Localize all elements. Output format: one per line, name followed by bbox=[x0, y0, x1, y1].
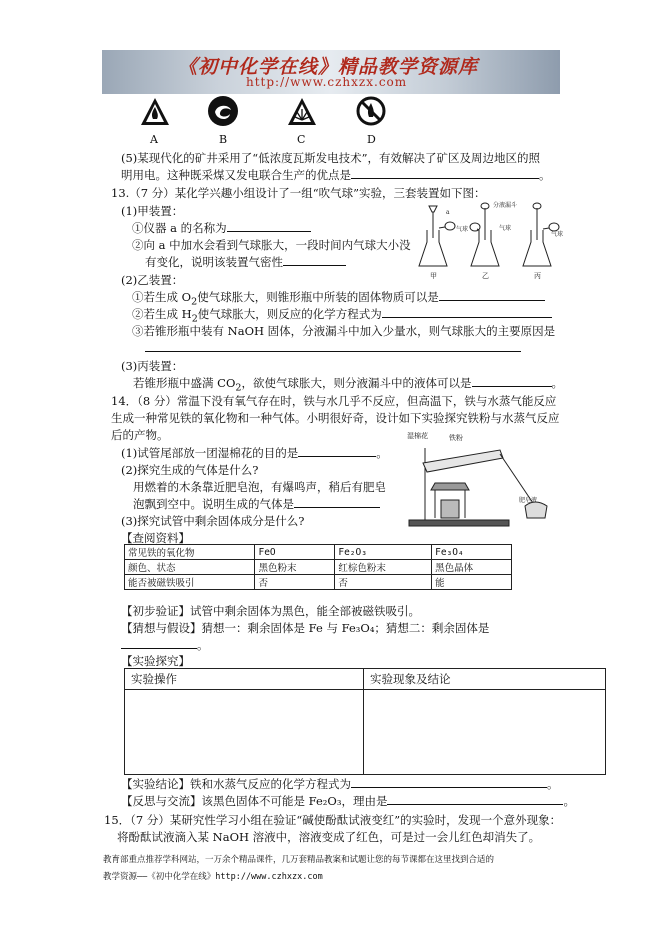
footer-line2: 教学资源——《初中化学在线》http://www.czhxzx.com bbox=[103, 872, 323, 882]
table-row: 颜色、状态 黑色粉末 红棕色粉末 黑色晶体 bbox=[125, 560, 512, 575]
q14-conclusion: 【实验结论】铁和水蒸气反应的化学方程式为 。 bbox=[121, 777, 559, 791]
icon-label-d: D bbox=[367, 133, 376, 146]
q14-p2a: 用燃着的木条靠近肥皂泡，有爆鸣声，稍后有肥皂 bbox=[133, 480, 386, 494]
footer-line1: 教育部重点推荐学科网站，一万余个精品课件，几万套精品教案和试题让您的每节课都在这里找到合适的 bbox=[103, 855, 495, 865]
q13-yi-3: ③若锥形瓶中装有 NaOH 固体，分液漏斗中加入少量水，则气球胀大的主要原因是 bbox=[132, 324, 556, 338]
fig-label-bing: 丙 bbox=[534, 272, 541, 280]
icon-label-b: B bbox=[219, 133, 228, 146]
fig-label-iron: 铁粉 bbox=[449, 434, 463, 442]
q13-bing-title: (3)丙装置： bbox=[121, 359, 184, 373]
iron-oxides-table bbox=[124, 544, 512, 590]
fig-label-yi: 乙 bbox=[482, 272, 489, 280]
q14-guess-blank: 。 bbox=[121, 637, 209, 653]
q14-explore-title: 【实验探究】 bbox=[121, 654, 190, 668]
q13-jia-2a: ②向 a 中加水会看到气球胀大，一段时间内气球大小没 bbox=[132, 238, 411, 252]
fig-label-jia: 甲 bbox=[430, 272, 437, 280]
q12-5-line2: 明用电。这种既采煤又发电联合生产的优点是 。 bbox=[121, 168, 551, 182]
table-row bbox=[125, 669, 606, 690]
exp-header-result: 实验现象及结论 bbox=[364, 669, 606, 690]
fig-label-a: a bbox=[446, 209, 450, 216]
q14-verify: 【初步验证】试管中剩余固体为黑色，能全部被磁铁吸引。 bbox=[121, 604, 420, 618]
header-banner bbox=[102, 50, 560, 94]
q14-apparatus-figure bbox=[405, 428, 555, 532]
flammable-triangle-icon bbox=[139, 96, 171, 128]
table-row bbox=[125, 690, 606, 775]
q12-5-line1: (5)某现代化的矿井采用了“低浓度瓦斯发电技术”，有效解决了矿区及周边地区的照 bbox=[121, 151, 541, 165]
exp-result-cell[interactable] bbox=[364, 690, 606, 775]
explosive-triangle-icon bbox=[286, 96, 318, 128]
q14-head3: 后的产物。 bbox=[111, 428, 169, 442]
q15-line2: 将酚酞试液滴入某 NaOH 溶液中，溶液变成了红色，可是过一会儿红色却消失了。 bbox=[117, 830, 541, 844]
icon-label-a: A bbox=[150, 133, 158, 146]
q13-yi-2: ②若生成 $H_2$使气球胀大，则反应的化学方程式为 bbox=[132, 306, 552, 324]
q13-jia-title: (1)甲装置： bbox=[121, 204, 184, 218]
q14-ref-title: 【查阅资料】 bbox=[121, 531, 190, 545]
table-row: 常见铁的氧化物 FeO Fe₂O₃ Fe₃O₄ bbox=[125, 545, 512, 560]
icon-label-c: C bbox=[297, 133, 306, 146]
fig-label-soap: 肥皂液 bbox=[519, 497, 538, 504]
q13-yi-title: (2)乙装置： bbox=[121, 273, 184, 287]
q14-p3: (3)探究试管中剩余固体成分是什么? bbox=[121, 514, 305, 528]
fig-label-funnel: 分液漏斗 bbox=[493, 202, 518, 209]
fig-label-balloon-yi: 气球 bbox=[499, 225, 512, 232]
q15-line1: 15．（7 分）某研究性学习小组在验证“碱使酚酞试液变红”的实验时，发现一个意外现象： bbox=[104, 813, 562, 827]
q14-head2: 生成一种常见铁的氧化物和一种气体。小明很好奇，设计如下实验探究铁粉与水蒸气反应 bbox=[111, 411, 560, 425]
q13-yi-3-blank bbox=[145, 340, 521, 355]
no-fire-prohibited-icon bbox=[355, 95, 387, 127]
fig-label-balloon-jia: 气球 bbox=[456, 226, 469, 233]
q13-jia-1: ①仪器 a 的名称为 bbox=[132, 220, 311, 236]
q13-bing-1: 若锥形瓶中盛满 $CO_2$，欲使气球胀大，则分液漏斗中的液体可以是 。 bbox=[133, 376, 563, 394]
experiment-table bbox=[124, 668, 606, 775]
q14-p2: (2)探究生成的气体是什么? bbox=[121, 463, 259, 477]
fig-label-cotton: 湿棉花 bbox=[407, 432, 428, 440]
fig-label-balloon-bing: 气球 bbox=[551, 231, 564, 238]
q14-p2b: 泡飘到空中。说明生成的气体是 bbox=[133, 496, 380, 512]
q14-p1: (1)试管尾部放一团湿棉花的目的是 。 bbox=[121, 446, 388, 460]
q13-apparatus-figure bbox=[417, 200, 567, 282]
q13-heading: 13.（7 分）某化学兴趣小组设计了一组“吹气球”实验，三套装置如下图： bbox=[111, 186, 486, 200]
q14-reflect: 【反思与交流】该黑色固体不可能是 Fe₂O₃，理由是 。 bbox=[121, 794, 575, 808]
exp-header-operation: 实验操作 bbox=[125, 669, 364, 690]
banner-url[interactable]: http://www.czhxzx.com bbox=[246, 75, 408, 89]
q14-head1: 14．（8 分）常温下没有氧气存在时，铁与水几乎不反应，但高温下，铁与水蒸气能反应 bbox=[111, 394, 557, 408]
banner-title: 《初中化学在线》精品教学资源库 bbox=[178, 56, 479, 78]
q14-guess: 【猜想与假设】猜想一：剩余固体是 Fe 与 Fe₃O₄；猜想二：剩余固体是 bbox=[121, 621, 490, 635]
no-fire-circle-icon bbox=[207, 95, 239, 127]
q13-jia-2b: 有变化，说明该装置气密性 bbox=[145, 254, 346, 270]
table-row: 能否被磁铁吸引 否 否 能 bbox=[125, 575, 512, 590]
exp-operation-cell[interactable] bbox=[125, 690, 364, 775]
q13-yi-1: ①若生成 $O_2$使气球胀大，则锥形瓶中所装的固体物质可以是 bbox=[132, 289, 545, 307]
